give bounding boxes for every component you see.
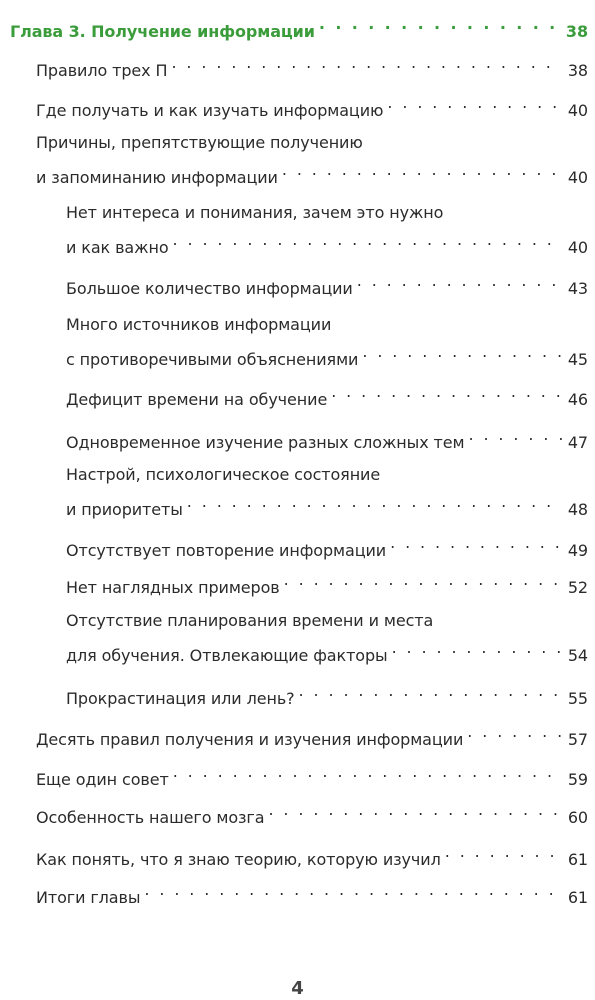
dot-leader <box>173 758 562 785</box>
dot-leader <box>282 156 562 183</box>
toc-entry[interactable] <box>36 796 588 831</box>
dot-leader <box>387 89 562 116</box>
toc-page-number: 45 <box>567 350 588 369</box>
dot-leader <box>362 338 562 365</box>
toc-title: Итоги главы <box>36 888 141 907</box>
dot-leader <box>467 718 562 745</box>
toc-title-line: и запоминанию информации <box>36 168 278 187</box>
toc-page-number: 49 <box>567 541 588 560</box>
toc-title-line: и как важно <box>66 238 169 257</box>
dot-leader <box>284 566 562 593</box>
toc-subentry[interactable] <box>66 421 588 456</box>
toc-subentry[interactable] <box>66 461 588 523</box>
toc-title-line: Нет интереса и понимания, зачем это нужно <box>66 203 444 222</box>
dot-leader <box>187 488 562 515</box>
toc-title: Где получать и как изучать информацию <box>36 101 384 120</box>
toc-title: Особенность нашего мозга <box>36 808 265 827</box>
toc-entry[interactable] <box>36 129 588 191</box>
toc-entry[interactable] <box>36 49 588 84</box>
toc-entry[interactable] <box>36 89 588 124</box>
toc-title: Как понять, что я знаю теорию, которую изучил <box>36 850 441 869</box>
toc-page-number: 38 <box>565 22 588 41</box>
toc-title-line: и приоритеты <box>66 500 183 519</box>
toc-page-number: 40 <box>567 168 588 187</box>
toc-page-number: 40 <box>567 238 588 257</box>
toc-title-line: Много источников информации <box>66 315 332 334</box>
toc-page-number: 47 <box>567 433 588 452</box>
toc-entry[interactable] <box>36 718 588 753</box>
dot-leader <box>173 226 562 253</box>
dot-leader <box>468 421 562 448</box>
dot-leader <box>299 677 562 704</box>
toc-subentry[interactable] <box>66 267 588 302</box>
toc-subentry[interactable] <box>66 677 588 712</box>
toc-subentry[interactable] <box>66 199 588 261</box>
toc-page-number: 43 <box>567 279 588 298</box>
toc-subentry[interactable] <box>66 378 588 413</box>
toc-title-line: Настрой, психологическое состояние <box>66 465 381 484</box>
toc-entry[interactable] <box>36 876 588 911</box>
dot-leader <box>144 876 562 903</box>
toc-title: Большое количество информации <box>66 279 353 298</box>
toc-subentry[interactable] <box>66 566 588 601</box>
toc-page-number: 55 <box>567 689 588 708</box>
page-number-footer: 4 <box>291 978 304 999</box>
toc-page-number: 40 <box>567 101 588 120</box>
toc-title-line: Причины, препятствующие получению <box>36 133 363 152</box>
toc-subentry[interactable] <box>66 529 588 564</box>
toc-title: Глава 3. Получение информации <box>10 22 315 41</box>
toc-title: Дефицит времени на обучение <box>66 390 328 409</box>
toc-page-number: 48 <box>567 500 588 519</box>
dot-leader <box>357 267 562 294</box>
dot-leader <box>331 378 562 405</box>
dot-leader <box>392 634 562 661</box>
toc-subentry[interactable] <box>66 311 588 373</box>
toc-title-line: Отсутствие планирования времени и места <box>66 611 434 630</box>
toc-title: Десять правил получения и изучения информации <box>36 730 464 749</box>
dot-leader <box>171 49 562 76</box>
toc-page-number: 57 <box>567 730 588 749</box>
toc-chapter-3[interactable] <box>10 10 588 45</box>
toc-page-number: 60 <box>567 808 588 827</box>
toc-title: Нет наглядных примеров <box>66 578 280 597</box>
toc-entry[interactable] <box>36 758 588 793</box>
toc-page-number: 46 <box>567 390 588 409</box>
toc-entry[interactable] <box>36 838 588 873</box>
toc-page-number: 54 <box>567 646 588 665</box>
toc-page-number: 52 <box>567 578 588 597</box>
dot-leader <box>445 838 562 865</box>
dot-leader <box>268 796 562 823</box>
dot-leader <box>390 529 562 556</box>
toc-page-number: 38 <box>567 61 588 80</box>
toc-title-line: для обучения. Отвлекающие факторы <box>66 646 388 665</box>
toc-title: Отсутствует повторение информации <box>66 541 387 560</box>
toc-page-number: 61 <box>567 888 588 907</box>
toc-title-line: с противоречивыми объяснениями <box>66 350 359 369</box>
toc-title: Еще один совет <box>36 770 169 789</box>
toc-page-number: 61 <box>567 850 588 869</box>
toc-title: Одновременное изучение разных сложных тем <box>66 433 465 452</box>
toc-subentry[interactable] <box>66 607 588 669</box>
toc-title: Прокрастинация или лень? <box>66 689 295 708</box>
toc-page-number: 59 <box>567 770 588 789</box>
dot-leader <box>319 10 562 37</box>
toc-title: Правило трех П <box>36 61 168 80</box>
